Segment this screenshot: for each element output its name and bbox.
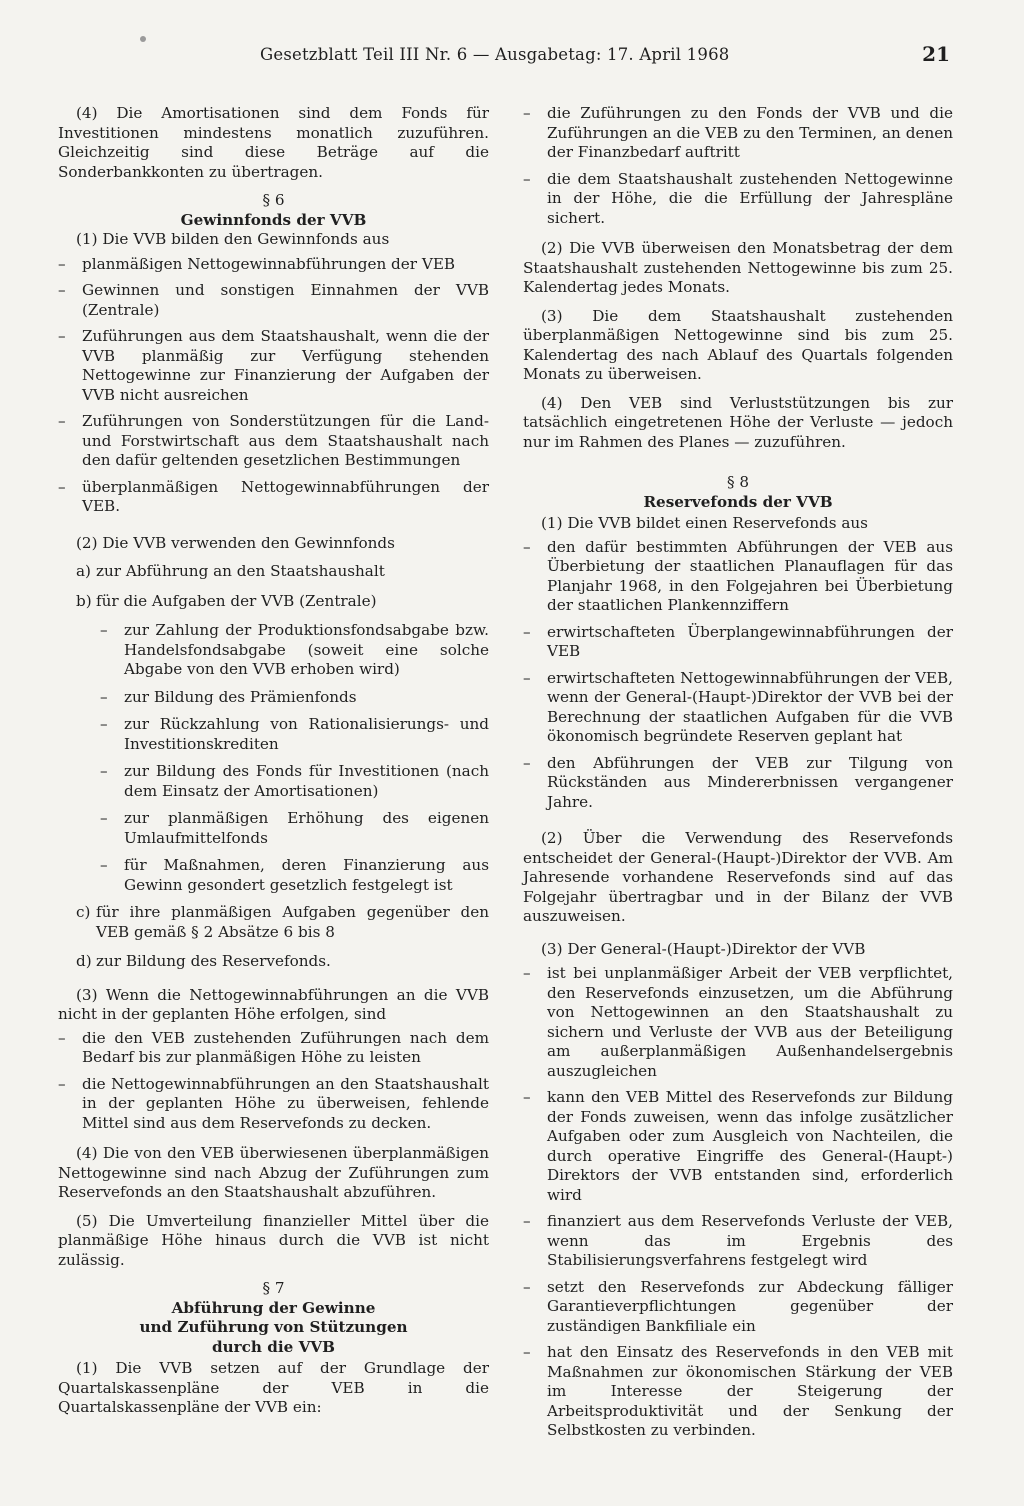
sub-list-item: – für Maßnahmen, deren Finanzierung aus Gewinn gesondert gesetzlich festgelegt ist — [58, 856, 489, 895]
sub-list-item: – zur Bildung des Prämienfonds — [58, 688, 489, 708]
s6-item-c — [58, 903, 489, 942]
list-item: – die Zuführungen zu den Fonds der VVB und die Zuführungen an die VEB zu den Terminen, an denen der Finanzbedarf auftritt — [523, 104, 953, 163]
list-item: – erwirtschafteten Nettogewinnabführungen der VEB, wenn der General-(Haupt-)Direktor der VVB bei der Berechnung der staatlichen Aufgaben für die VVB ökonomisch begründete Reserven geplant hat — [523, 669, 953, 747]
item-text: für die Aufgaben der VVB (Zentrale) — [96, 591, 377, 610]
sub-list-item: – zur Bildung des Fonds für Investitionen (nach dem Einsatz der Amortisationen) — [58, 762, 489, 801]
item-label: b) — [76, 591, 92, 610]
left-column — [58, 104, 489, 1427]
item-label: d) — [76, 952, 92, 970]
s7-paragraph-2: (2) Die VVB überweisen den Monatsbetrag der dem Staatshaushalt zustehenden Nettogewinne bis zum 25. Kalendertag jedes Monats. — [523, 239, 953, 296]
list-item: – ist bei unplanmäßiger Arbeit der VEB verpflichtet, den Reservefonds einzusetzen, um die Abführung von Nettogewinnen an den Staatshaushalt zu sichern und Verluste der VVB aus der Beteiligung am außerplanmäßigen Außenhandelsergebnis auszugleichen — [523, 964, 953, 1081]
s6-paragraph-5: (5) Die Umverteilung finanzieller Mittel über die planmäßige Höhe hinaus durch die VVB ist nicht zulässig. — [58, 1211, 489, 1269]
list-item: – die den VEB zustehenden Zuführungen nach dem Bedarf bis zur planmäßigen Höhe zu leisten — [58, 1029, 489, 1068]
list-item: – Zuführungen von Sonderstützungen für die Land- und Forstwirtschaft aus dem Staatshaushalt nach den dafür geltenden gesetzlichen Bestimmungen — [58, 412, 489, 471]
s6-item-d — [58, 952, 489, 972]
list-item: – kann den VEB Mittel des Reservefonds zur Bildung der Fonds zuweisen, wenn das infolge zusätzlicher Aufgaben oder zum Ausgleich von Nachteilen, die durch operative Eingriffe des General-(Haupt-) Direktors der VVB entstanden sind, erforderlich wird — [523, 1088, 953, 1205]
section-6-sign: § 6 — [262, 191, 285, 209]
page-header — [260, 42, 950, 72]
section-7-title-line: und Zuführung von Stützungen — [139, 1318, 408, 1336]
section-8-title: Reservefonds der VVB — [643, 492, 833, 511]
s6-item-b — [58, 592, 489, 612]
s6-paragraph-4: (4) Die von den VEB überwiesenen überplanmäßigen Nettogewinne sind nach Abzug der Zuführungen zum Reservefonds an den Staatshaushalt abzuführen. — [58, 1144, 489, 1201]
print-speck — [140, 36, 146, 42]
item-label: a) — [76, 562, 91, 580]
right-column — [523, 104, 953, 1448]
header-title: Gesetzblatt Teil III Nr. 6 — Ausgabetag: 17. April 1968 — [260, 45, 730, 64]
item-text: zur Abführung an den Staatshaushalt — [96, 562, 385, 580]
list-item: – die Nettogewinnabführungen an den Staatshaushalt in der geplanten Höhe zu überweisen, fehlende Mittel sind aus dem Reservefonds zu decken. — [58, 1075, 489, 1134]
list-item: – Zuführungen aus dem Staatshaushalt, wenn die der VVB planmäßig zur Verfügung stehenden Nettogewinne zur Finanzierung der Aufgaben der VVB nicht ausreichen — [58, 327, 489, 405]
sub-list-item: – zur planmäßigen Erhöhung des eigenen Umlaufmittelfonds — [58, 809, 489, 848]
list-item: – planmäßigen Nettogewinnabführungen der VEB — [58, 255, 489, 275]
list-item: – erwirtschafteten Überplangewinnabführungen der VEB — [523, 623, 953, 662]
item-label: c) — [76, 903, 91, 921]
section-7-title-line: durch die VVB — [212, 1337, 335, 1356]
list-item: – Gewinnen und sonstigen Einnahmen der VVB (Zentrale) — [58, 281, 489, 320]
s6-paragraph-3: (3) Wenn die Nettogewinnabführungen an die VVB nicht in der geplanten Höhe erfolgen, sind — [58, 985, 489, 1023]
s8-paragraph-1: (1) Die VVB bildet einen Reservefonds aus — [541, 514, 868, 532]
paragraph-amortisation: (4) Die Amortisationen sind dem Fonds für Investitionen mindestens monatlich zuzuführen. Gleichzeitig sind diese Beträge auf die Sonderbankkonten zu übertragen. — [58, 104, 489, 181]
s8-paragraph-2: (2) Über die Verwendung des Reservefonds entscheidet der General-(Haupt-)Direktor der VVB. Am Jahresende vorhandene Reservefonds sind auf das Folgejahr übertragbar und in der Bilanz der VVB auszuweisen. — [523, 829, 953, 925]
list-item: – finanziert aus dem Reservefonds Verluste der VEB, wenn das im Ergebnis des Stabilisierungsverfahrens festgelegt wird — [523, 1212, 953, 1271]
section-8-sign: § 8 — [726, 473, 750, 491]
item-text: für ihre planmäßigen Aufgaben gegenüber den VEB gemäß § 2 Absätze 6 bis 8 — [96, 903, 489, 941]
s7-paragraph-4: (4) Den VEB sind Verluststützungen bis zur tatsächlich eingetretenen Höhe der Verluste — jedoch nur im Rahmen des Planes — zuzuführen. — [523, 393, 953, 451]
section-7-sign: § 7 — [262, 1279, 285, 1297]
page-number: 21 — [922, 42, 950, 66]
list-item: – hat den Einsatz des Reservefonds in den VEB mit Maßnahmen zur ökonomischen Stärkung der VEB im Interesse der Steigerung der Arbeitsproduktivität und der Senkung der Selbstkosten zu verbinden. — [523, 1343, 953, 1441]
sub-list-item: – zur Rückzahlung von Rationalisierungs- und Investitionskrediten — [58, 715, 489, 754]
item-text: zur Bildung des Reservefonds. — [96, 952, 331, 970]
list-item: – setzt den Reservefonds zur Abdeckung fälliger Garantieverpflichtungen gegenüber der zuständigen Bankfiliale ein — [523, 1278, 953, 1337]
s6-paragraph-2: (2) Die VVB verwenden den Gewinnfonds — [76, 533, 395, 552]
s8-paragraph-3: (3) Der General-(Haupt-)Direktor der VVB — [541, 939, 866, 958]
section-7-title-line: Abführung der Gewinne — [171, 1298, 376, 1317]
s7-paragraph-3: (3) Die dem Staatshaushalt zustehenden überplanmäßigen Nettogewinne sind bis zum 25. Kalendertag des nach Ablauf des Quartals folgenden Monats zu überweisen. — [523, 306, 953, 383]
list-item: – den Abführungen der VEB zur Tilgung von Rückständen aus Mindererbnissen vergangener Jahre. — [523, 754, 953, 813]
s7-paragraph-1: (1) Die VVB setzen auf der Grundlage der Quartalskassenpläne der VEB in die Quartalskassenpläne der VVB ein: — [58, 1359, 489, 1416]
list-item: – den dafür bestimmten Abführungen der VEB aus Überbietung der staatlichen Planauflagen für das Planjahr 1968, in den Folgejahren bei Überbietung der staatlichen Plankennziffern — [523, 538, 953, 616]
section-6-title: Gewinnfonds der VVB — [180, 210, 367, 229]
s6-item-a — [58, 562, 489, 582]
sub-list-item: – zur Zahlung der Produktionsfondsabgabe bzw. Handelsfondsabgabe (soweit eine solche Abgabe von den VVB erhoben wird) — [58, 621, 489, 680]
s6-paragraph-1: (1) Die VVB bilden den Gewinnfonds aus — [76, 230, 390, 248]
list-item: – die dem Staatshaushalt zustehenden Nettogewinne in der Höhe, die die Erfüllung der Jahrespläne sichert. — [523, 170, 953, 229]
list-item: – überplanmäßigen Nettogewinnabführungen der VEB. — [58, 478, 489, 517]
